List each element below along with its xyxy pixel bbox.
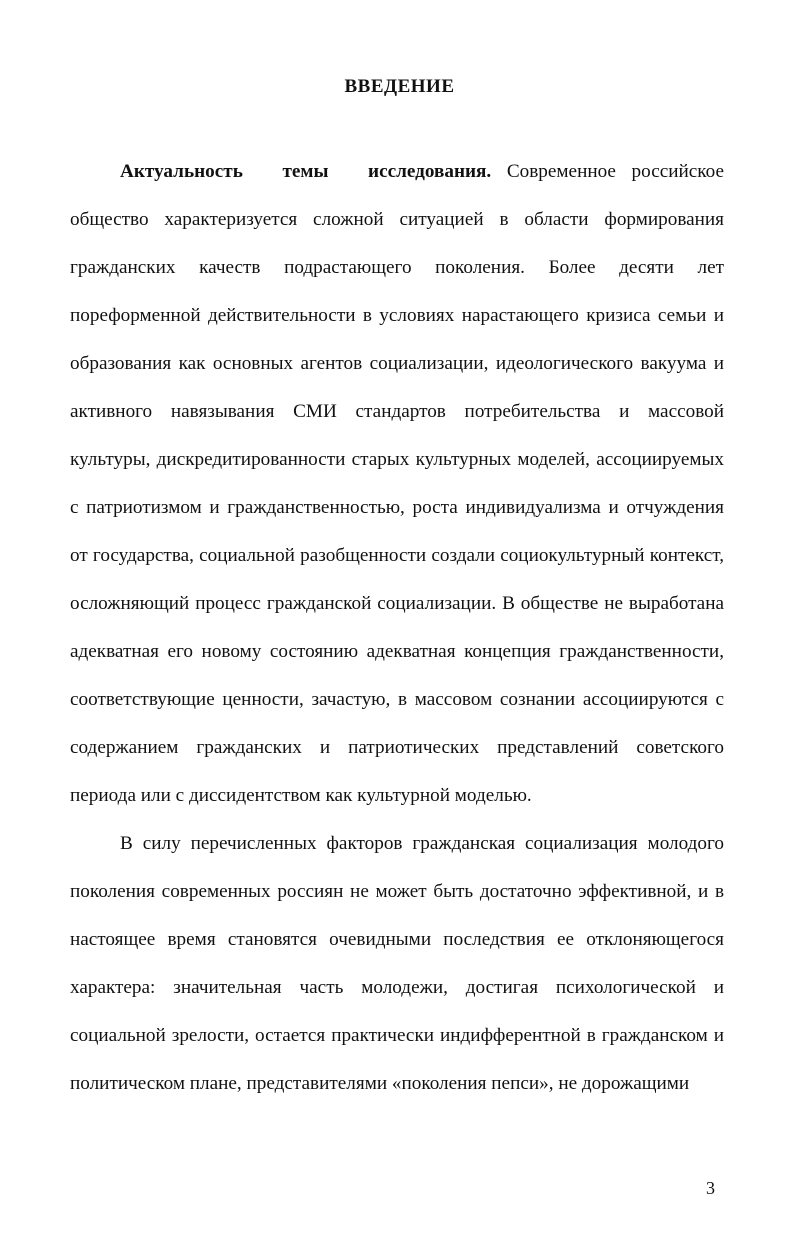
body-text: [70, 148, 724, 1108]
paragraph-1: [70, 148, 724, 820]
paragraph-lead-heading: Актуальность темы исследования.: [120, 161, 492, 182]
paragraph-2: В силу перечисленных факторов гражданская социализация молодого поколения современных россиян не может быть достаточно эффективной, и в настоящее время становятся очевидными последствия ее отклоняющегося характера: значительная часть молодежи, достигая психологической и социальной зрелости, остается практически индифферентной в гражданском и политическом плане, представителями «поколения пепси», не дорожащими: [70, 833, 724, 1094]
paragraph-1-text: Современное российское общество характеризуется сложной ситуацией в области формирования гражданских качеств подрастающего поколения. Более десяти лет пореформенной действительности в условиях нарастающего кризиса семьи и образования как основных агентов социализации, идеологического вакуума и активного навязывания СМИ стандартов потребительства и массовой культуры, дискредитированности старых культурных моделей, ассоциируемых с патриотизмом и гражданственностью, роста индивидуализма и отчуждения от государства, социальной разобщенности создали социокультурный контекст, осложняющий процесс гражданской социализации. В обществе не выработана адекватная его новому состоянию адекватная концепция гражданственности, соответствующие ценности, зачастую, в массовом сознании ассоциируются с содержанием гражданских и патриотических представлений советского периода или с диссидентством как культурной моделью.: [70, 161, 724, 806]
page-title: ВВЕДЕНИЕ: [344, 76, 455, 97]
page-number: 3: [706, 1178, 715, 1198]
